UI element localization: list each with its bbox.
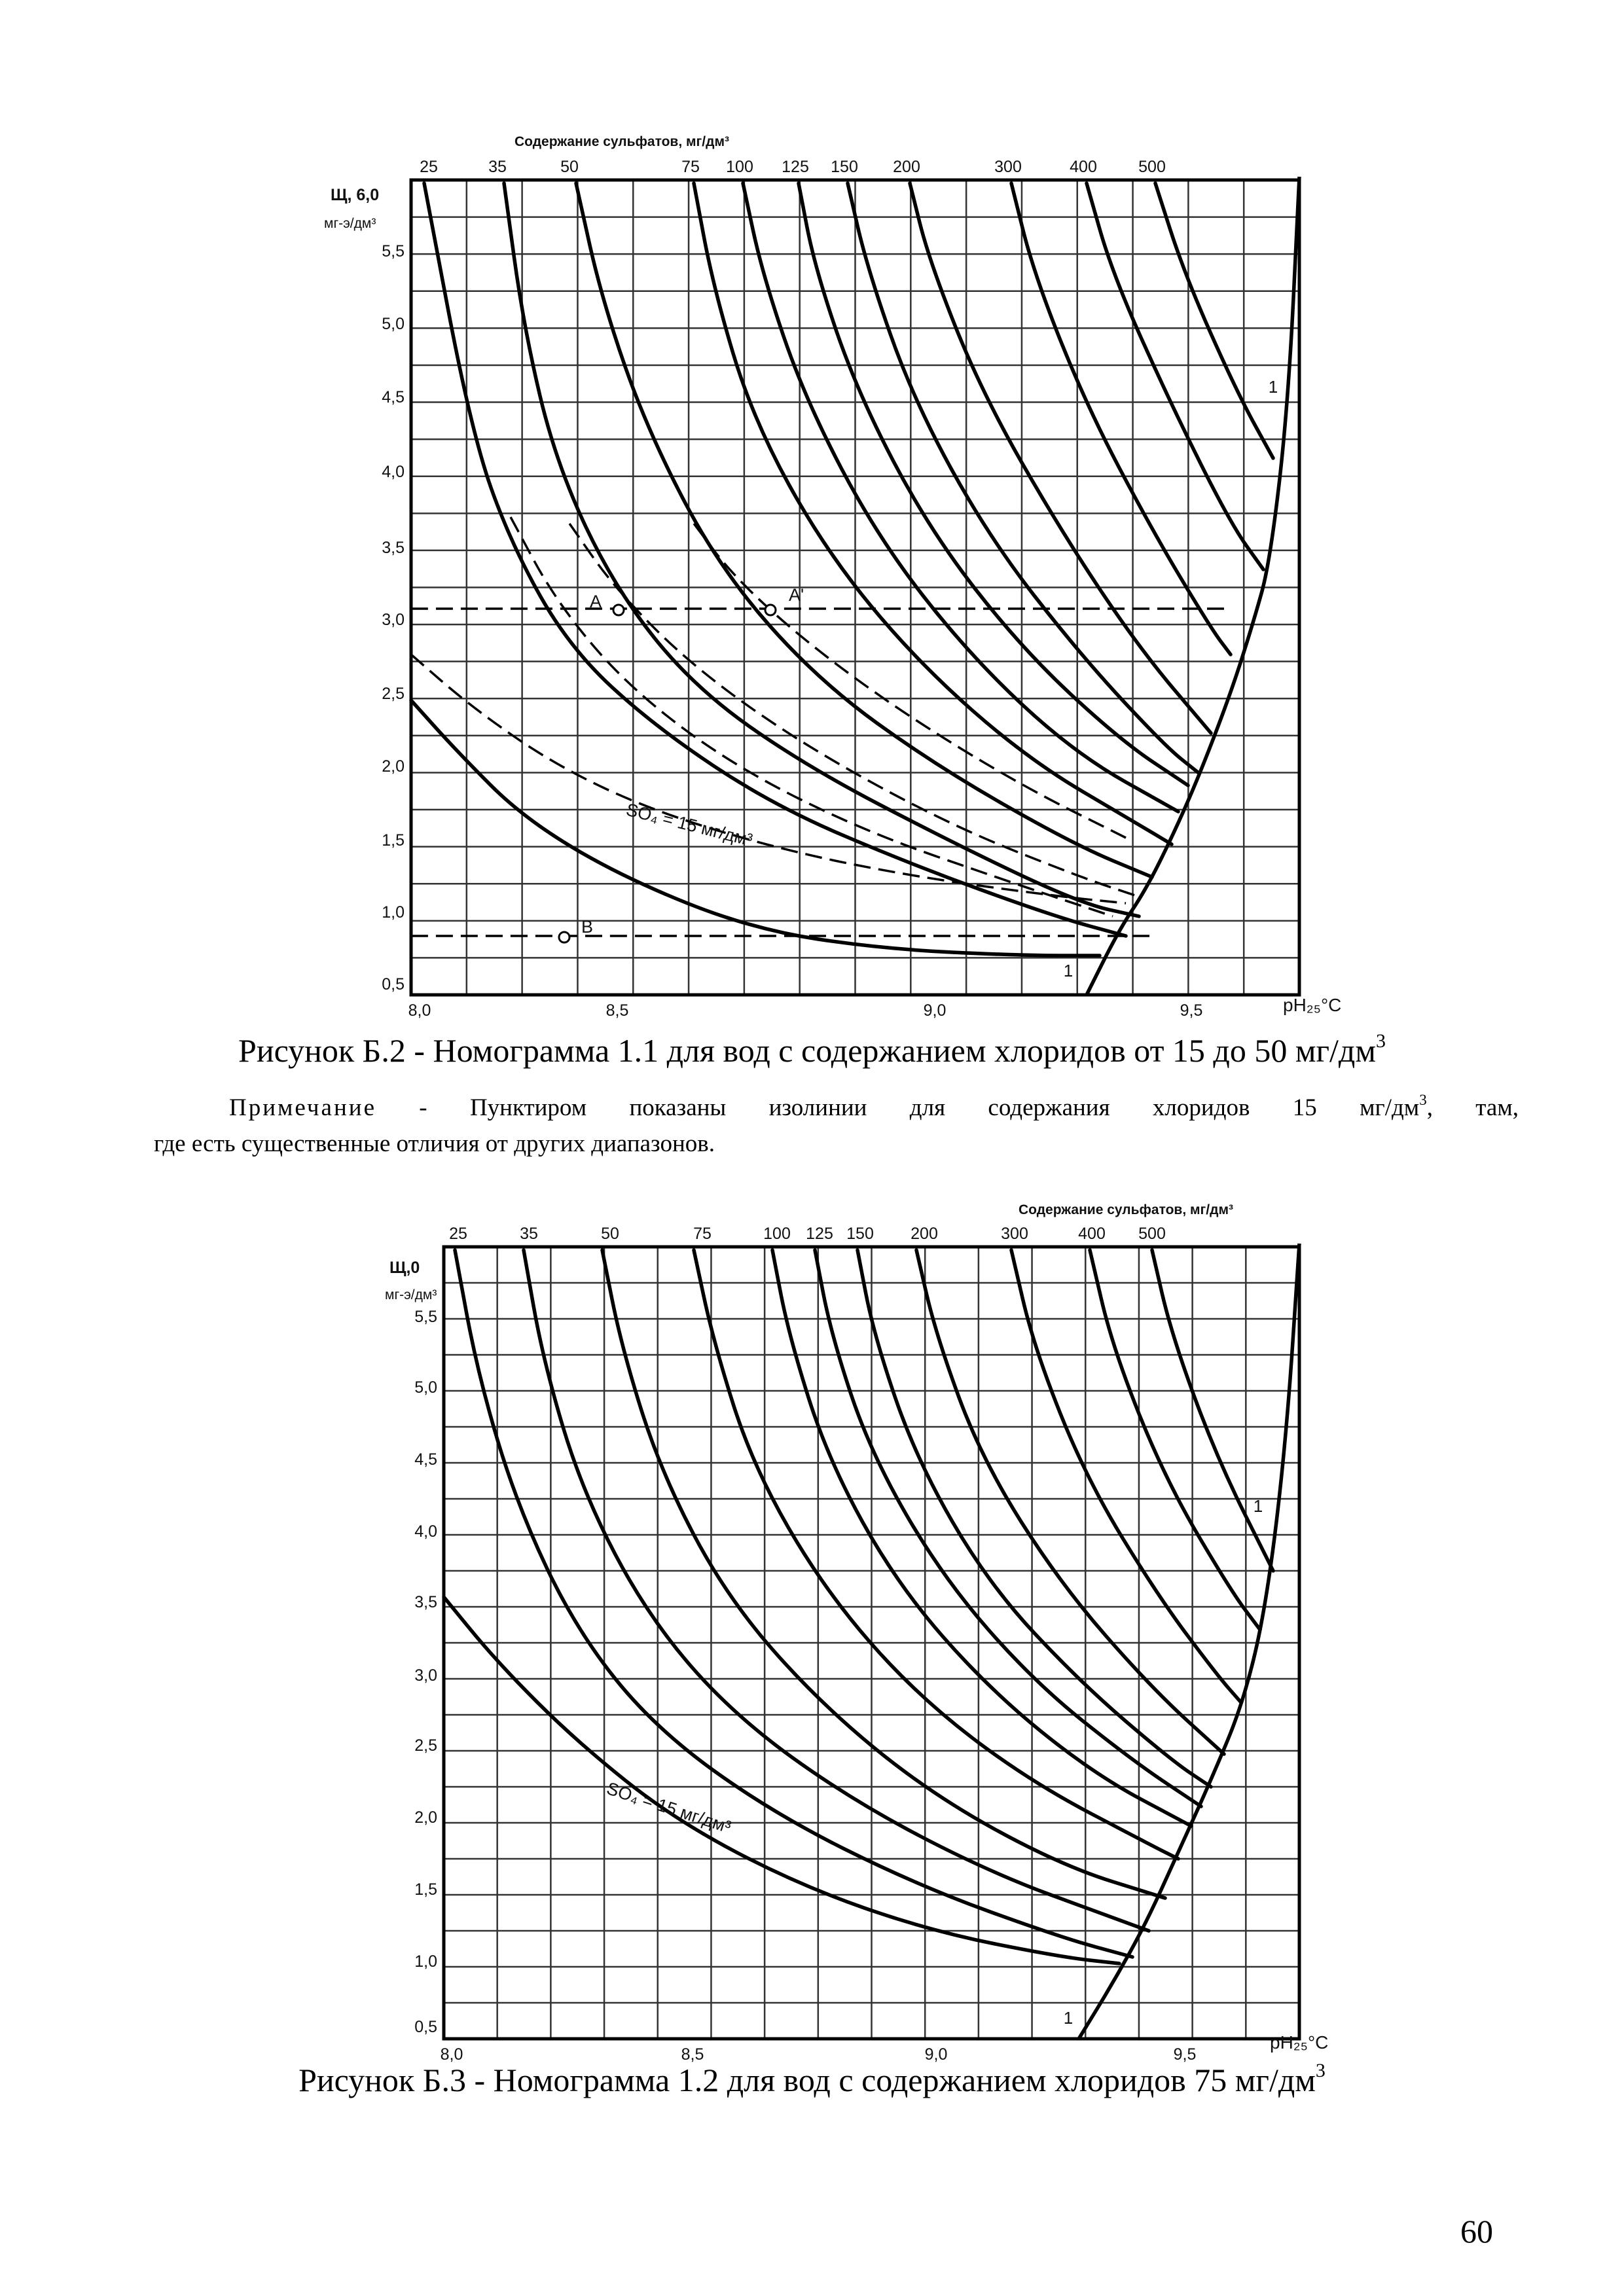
figure-b2-caption-sup: 3 [1375,1030,1386,1052]
y-axis-unit: мг-э/дм³ [324,216,376,231]
point-b-label: B [581,917,594,937]
y-tick-labels [414,1308,437,2036]
sulfate-tick-label: 100 [763,1225,791,1243]
y-tick-label: 3,5 [382,539,405,557]
sulfate-axis-title: Содержание сульфатов, мг/дм³ [1019,1202,1233,1217]
y-tick-label: 5,0 [414,1378,437,1397]
y-tick-label: 3,0 [414,1666,437,1685]
page-number: 60 [1460,2213,1493,2250]
sulfate-tick-labels [420,158,1166,176]
figure-b3-caption-text: Рисунок Б.3 - Номограмма 1.2 для вод с содержанием хлоридов 75 мг/дм [298,2062,1316,2098]
sulfate-tick-label: 400 [1070,158,1097,176]
x-axis-title: pH₂₅°C [1270,2032,1329,2053]
y-tick-label: 1,5 [382,831,405,850]
y-tick-label: 3,5 [414,1593,437,1611]
isoline-label: SO₄ = 15 мг/дм³ [604,1778,734,1837]
sulfate-tick-label: 50 [560,158,579,176]
reference-point [613,605,624,615]
nomogram-1-2-chart [385,1202,1328,2064]
x-tick-label: 8,0 [440,2045,463,2064]
y-tick-label: 4,5 [414,1450,437,1469]
sulfate-tick-label: 25 [420,158,438,176]
y-tick-label: 5,5 [382,242,405,260]
x-tick-labels [408,1001,1203,1020]
y-tick-label: 1,0 [414,1952,437,1971]
sulfate-tick-label: 300 [994,158,1022,176]
sulfate-tick-label: 100 [726,158,753,176]
x-tick-label: 8,5 [605,1001,629,1020]
figure-b3-caption-sup: 3 [1315,2060,1326,2081]
y-tick-label: 2,5 [382,685,405,703]
sulfate-isoline [1090,1250,1260,1630]
sulfate-tick-label: 500 [1138,1225,1166,1243]
boundary-curve-label: 1 [1253,1496,1263,1516]
boundary-curve [1087,177,1299,995]
sulfate-tick-label: 25 [449,1225,467,1243]
sulfate-isoline [815,1250,1201,1806]
sulfate-isoline [1011,1250,1240,1702]
x-tick-label: 8,5 [681,2045,704,2064]
sulfate-tick-labels [449,1225,1166,1243]
note-sup: 3 [1419,1092,1427,1108]
sulfate-tick-label: 125 [782,158,809,176]
sulfate-isoline [424,183,1126,936]
x-tick-label: 9,0 [923,1001,947,1020]
x-tick-label: 9,0 [924,2045,948,2064]
sulfate-tick-label: 300 [1001,1225,1028,1243]
y-tick-label: 5,0 [382,315,405,333]
y-tick-label: 2,0 [382,757,405,776]
y-tick-label: 1,5 [414,1880,437,1899]
sulfate-isoline [694,1250,1178,1859]
sulfate-tick-label: 50 [601,1225,619,1243]
y-tick-label: 2,5 [414,1736,437,1755]
figure-b2-caption-text: Рисунок Б.2 - Номограмма 1.1 для вод с содержанием хлоридов от 15 до 50 мг/дм [238,1032,1376,1069]
note-text-1: - Пунктиром показаны изолинии для содержания хлоридов 15 мг/дм [376,1094,1420,1121]
y-tick-label: 4,0 [382,463,405,481]
sulfate-tick-label: 125 [806,1225,833,1243]
sulfate-tick-label: 75 [681,158,700,176]
figure-b3-caption [0,2060,1624,2100]
y-axis-title: Щ,0 [389,1259,420,1277]
figure-b2-caption [0,1031,1624,1070]
sulfate-isoline [743,183,1178,812]
y-axis-unit: мг-э/дм³ [385,1287,437,1302]
sulfate-isoline [455,1250,1132,1957]
sulfate-tick-label: 150 [831,158,858,176]
isoline-label: SO₄ = 15 мг/дм³ [624,799,755,850]
note-text-2: , там, [1426,1094,1519,1121]
y-tick-labels [382,242,405,994]
y-tick-label: 5,5 [414,1308,437,1326]
boundary-curve-label: 1 [1268,377,1278,397]
sulfate-isoline [910,183,1211,733]
sulfate-tick-label: 500 [1138,158,1166,176]
sulfate-isoline [444,1597,1119,1964]
sulfate-isoline [411,700,1100,956]
sulfate-tick-label: 150 [846,1225,874,1243]
y-tick-label: 4,5 [382,388,405,406]
boundary-curve-label-low: 1 [1063,961,1074,980]
sulfate-tick-label: 200 [893,158,920,176]
sulfate-isoline [848,183,1198,772]
sulfate-tick-label: 400 [1078,1225,1106,1243]
sulfate-tick-label: 35 [520,1225,538,1243]
point-a-prime-label: A' [789,585,804,605]
chloride-15-isoline [694,524,1126,838]
note-line-1 [154,1090,1519,1126]
y-tick-label: 0,5 [414,2018,437,2036]
sulfate-isoline [602,1250,1165,1898]
y-tick-label: 4,0 [414,1522,437,1541]
nomogram-1-1-chart [324,134,1341,1020]
x-tick-label: 9,5 [1173,2045,1197,2064]
y-axis-title: Щ, 6,0 [331,186,380,204]
chloride-15-isoline [411,655,1126,903]
x-axis-title: pH₂₅°C [1283,995,1342,1015]
sulfate-tick-label: 200 [911,1225,938,1243]
y-tick-label: 1,0 [382,903,405,922]
boundary-curve-label-low: 1 [1063,2008,1074,2028]
figure-b2-note [154,1090,1519,1162]
sulfate-isoline [1155,183,1273,458]
y-tick-label: 3,0 [382,611,405,629]
point-a-label: A [589,592,602,611]
sulfate-isoline [1152,1250,1273,1571]
x-tick-label: 9,5 [1180,1001,1203,1020]
sulfate-axis-title: Содержание сульфатов, мг/дм³ [514,134,729,149]
x-tick-label: 8,0 [408,1001,431,1020]
y-tick-label: 2,0 [414,1808,437,1827]
y-tick-label: 0,5 [382,975,405,994]
sulfate-tick-label: 35 [488,158,507,176]
reference-point [559,932,569,942]
note-lead: Примечание [229,1094,376,1121]
note-line-2: где есть существенные отличия от других диапазонов. [154,1130,715,1157]
sulfate-tick-label: 75 [693,1225,712,1243]
reference-point [765,605,776,615]
